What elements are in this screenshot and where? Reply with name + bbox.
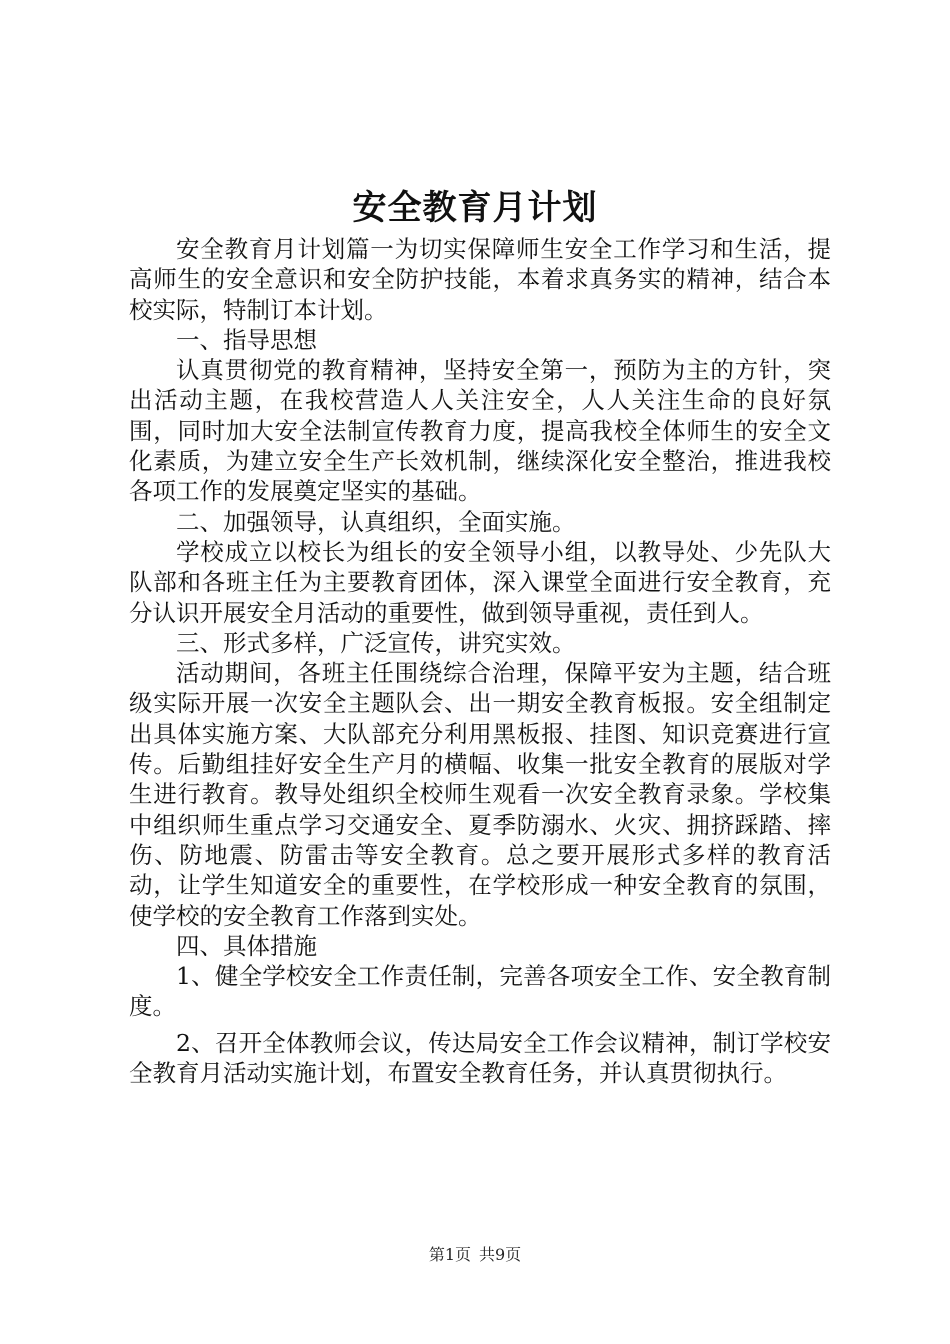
document-body xyxy=(129,234,831,1088)
publicity-paragraph: 活动期间，各班主任围绕综合治理，保障平安为主题，结合班级实际开展一次安全主题队会、出一期安全教育板报。安全组制定出具体实施方案、大队部充分利用黑板报、挂图、知识竞赛进行宣传。后勤组挂好安全生产月的横幅、收集一批安全教育的展版对学生进行教育。教导处组织全校师生观看一次安全教育录象。学校集中组织师生重点学习交通安全、夏季防溺水、火灾、拥挤踩踏、摔伤、防地震、防雷击等安全教育。总之要开展形式多样的教育活动，让学生知道安全的重要性，在学校形成一种安全教育的氛围，使学校的安全教育工作落到实处。 xyxy=(129,659,831,930)
measure-item-2: 2、召开全体教师会议，传达局安全工作会议精神，制订学校安全教育月活动实施计划，布置安全教育任务，并认真贯彻执行。 xyxy=(129,1028,831,1088)
intro-paragraph: 安全教育月计划篇一为切实保障师生安全工作学习和生活，提高师生的安全意识和安全防护技能，本着求真务实的精神，结合本校实际，特制订本计划。 xyxy=(129,235,831,324)
section-heading-publicity: 三、形式多样，广泛宣传，讲究实效。 xyxy=(176,628,576,657)
document-title: 安全教育月计划 xyxy=(352,188,598,228)
leadership-paragraph: 学校成立以校长为组长的安全领导小组，以教导处、少先队大队部和各班主任为主要教育团体，深入课堂全面进行安全教育，充分认识开展安全月活动的重要性，做到领导重视，责任到人。 xyxy=(129,537,831,627)
section-heading-leadership: 二、加强领导，认真组织，全面实施。 xyxy=(176,507,576,536)
page-footer xyxy=(0,1244,950,1266)
page-number-current: 第1页 xyxy=(428,1245,471,1264)
measure-item-1: 1、健全学校安全工作责任制，完善各项安全工作、安全教育制度。 xyxy=(129,962,831,1021)
guiding-ideology-paragraph: 认真贯彻党的教育精神，坚持安全第一，预防为主的方针，突出活动主题，在我校营造人人关注安全，人人关注生命的良好氛围，同时加大安全法制宣传教育力度，提高我校全体师生的安全文化素质，为建立安全生产长效机制，继续深化安全整治，推进我校各项工作的发展奠定坚实的基础。 xyxy=(129,356,831,506)
section-heading-guiding-ideology: 一、指导思想 xyxy=(176,325,317,354)
page-number-total: 共9页 xyxy=(479,1245,522,1264)
section-heading-measures: 四、具体措施 xyxy=(176,931,317,960)
